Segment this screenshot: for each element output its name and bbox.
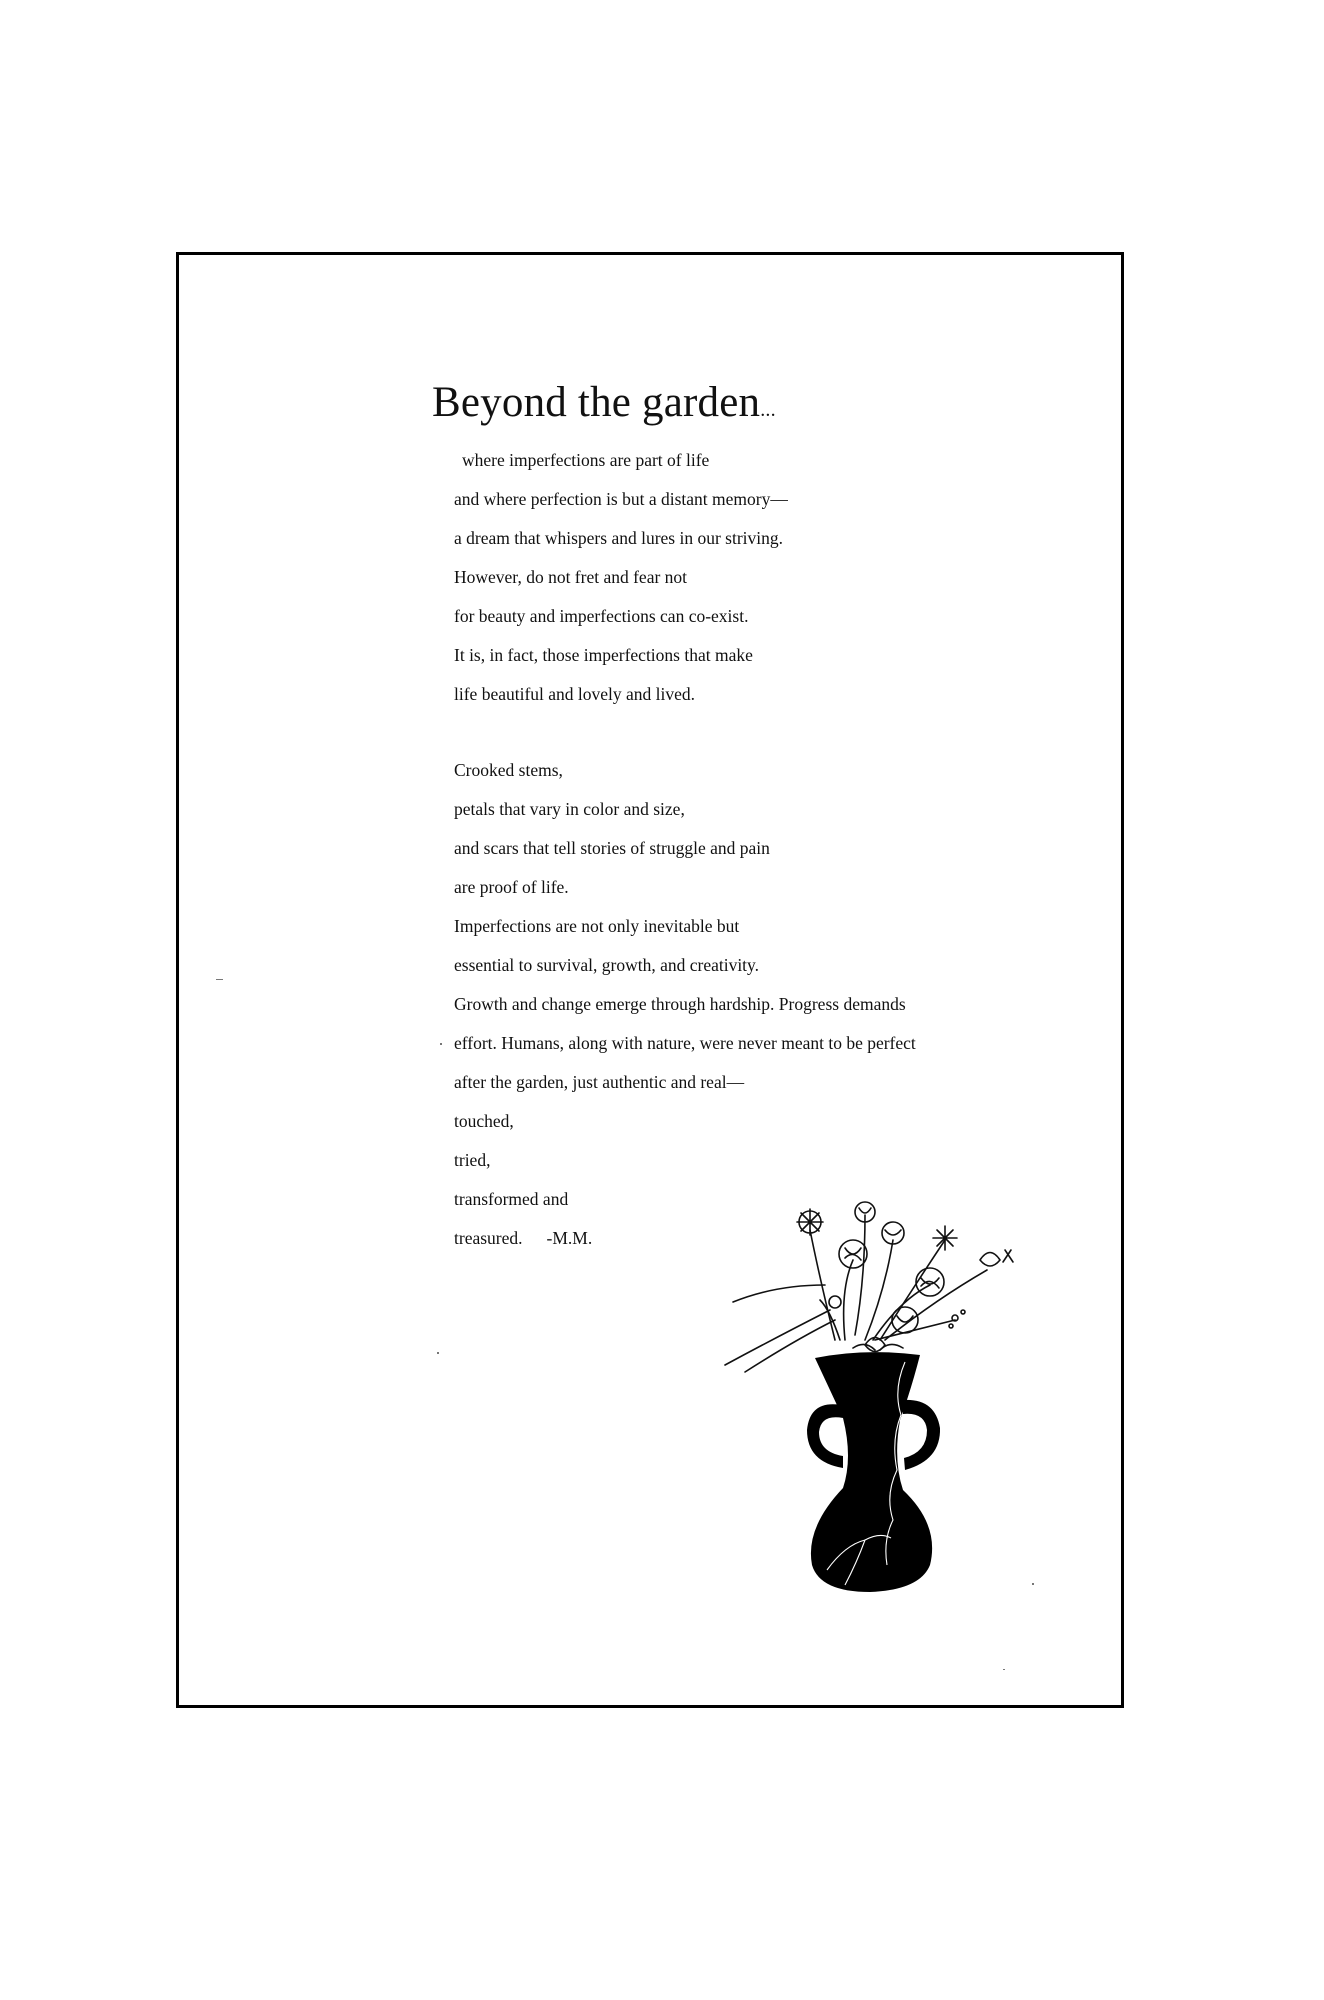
poem-line: after the garden, just authentic and real— xyxy=(454,1072,745,1092)
poem-line: effort. Humans, along with nature, were never meant to be perfect xyxy=(454,1033,916,1053)
poem-line: essential to survival, growth, and creativity. xyxy=(454,955,760,975)
poem-line: Crooked stems, xyxy=(454,760,563,780)
poem-line: petals that vary in color and size, xyxy=(454,799,685,819)
poem-line: transformed and xyxy=(454,1189,569,1209)
poem-line: It is, in fact, those imperfections that make xyxy=(454,645,753,665)
flower-vase-illustration xyxy=(715,1190,1025,1610)
scan-speck xyxy=(216,979,223,980)
scan-speck xyxy=(437,1352,439,1354)
poem-line: Imperfections are not only inevitable but xyxy=(454,916,740,936)
poem-line: and scars that tell stories of struggle and pain xyxy=(454,838,770,858)
poem-line: for beauty and imperfections can co-exist. xyxy=(454,606,749,626)
poem-line: are proof of life. xyxy=(454,877,569,897)
stanza-two xyxy=(454,751,916,1258)
poem-line: a dream that whispers and lures in our striving. xyxy=(454,528,784,548)
poem-line: where imperfections are part of life xyxy=(462,450,710,470)
poem-line: and where perfection is but a distant memory— xyxy=(454,489,788,509)
poem-title-text: Beyond the garden xyxy=(432,379,761,426)
poem-line: life beautiful and lovely and lived. xyxy=(454,684,696,704)
poem-title xyxy=(432,378,776,427)
stanza-one xyxy=(454,441,788,714)
poem-line-text: treasured. xyxy=(454,1228,523,1248)
scan-speck xyxy=(440,1043,442,1045)
title-ellipsis: ... xyxy=(760,399,776,421)
scan-speck xyxy=(1003,1669,1005,1670)
poem-line: Growth and change emerge through hardship. Progress demands xyxy=(454,994,906,1014)
poem-line: However, do not fret and fear not xyxy=(454,567,688,587)
poem-line: touched, xyxy=(454,1111,514,1131)
signature: -M.M. xyxy=(546,1228,593,1248)
scan-speck xyxy=(1032,1583,1034,1585)
poem-line: tried, xyxy=(454,1150,491,1170)
